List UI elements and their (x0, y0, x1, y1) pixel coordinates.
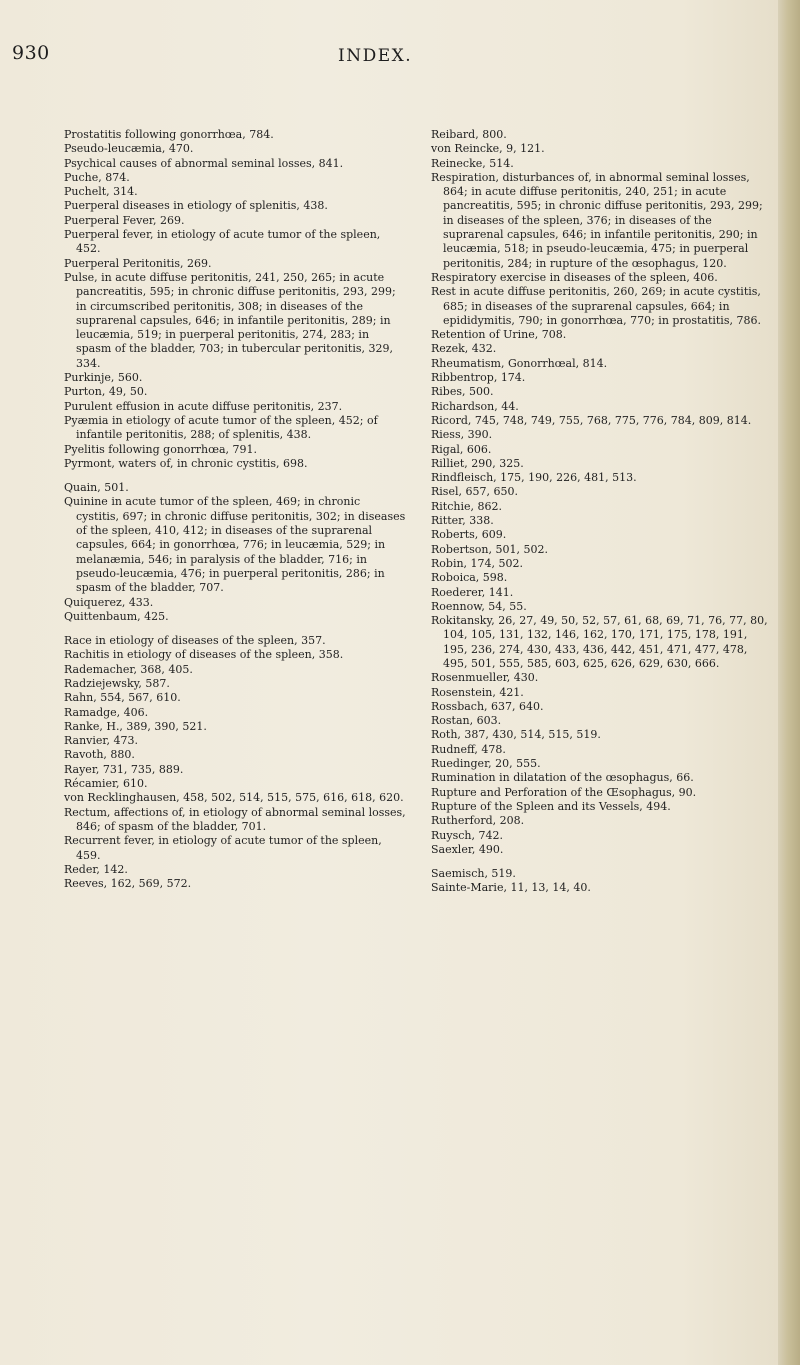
index-column-right (431, 128, 771, 896)
index-entry: Quain, 501. (64, 481, 129, 495)
index-entry: Puerperal Fever, 269. (64, 213, 185, 227)
index-entry: Rosenstein, 421. (431, 685, 524, 699)
index-entry: von Recklinghausen, 458, 502, 514, 515, 575, 616, 618, 620. (64, 791, 404, 805)
index-entry: Ritchie, 862. (431, 499, 502, 513)
index-entry: Purton, 49, 50. (64, 385, 148, 399)
index-entry: Retention of Urine, 708. (431, 328, 567, 342)
index-entry: Rumination in dilatation of the œsophagus, 66. (431, 771, 694, 785)
index-entry: Ranvier, 473. (64, 734, 138, 748)
index-entry: Rest in acute diffuse peritonitis, 260, 269; in acute cystitis, 685; in diseases of the suprarenal capsules, 664; in epididymitis, 790; in gonorrhœa, 770; in prostatitis, 786. (431, 285, 761, 327)
index-entry: Rudneff, 478. (431, 742, 506, 756)
index-entry: Ravoth, 880. (64, 748, 135, 762)
index-entry: Ribes, 500. (431, 385, 494, 399)
index-entry: Rokitansky, 26, 27, 49, 50, 52, 57, 61, 68, 69, 71, 76, 77, 80, 104, 105, 131, 132, 146, 162, 170, 171, 175, 178, 191, 195, 236, 274, 430, 433, 436, 442, 451, 471, 477, 478, 495, 501, 555, 585, 603, 625, 626, 629, 630, 666. (431, 614, 768, 670)
index-entry: Reeves, 162, 569, 572. (64, 877, 192, 891)
index-entry: Ruedinger, 20, 555. (431, 757, 541, 771)
index-entry: Richardson, 44. (431, 399, 519, 413)
index-column-left (64, 128, 406, 891)
index-entry: Quittenbaum, 425. (64, 609, 169, 623)
index-entry: Rezek, 432. (431, 342, 497, 356)
index-entry: Rutherford, 208. (431, 814, 525, 828)
index-entry: Reibard, 800. (431, 128, 507, 141)
index-entry: Quiquerez, 433. (64, 595, 154, 609)
index-entry: Puchelt, 314. (64, 185, 138, 199)
index-entry: Pyelitis following gonorrhœa, 791. (64, 442, 258, 456)
index-entry: Rindfleisch, 175, 190, 226, 481, 513. (431, 471, 637, 485)
index-entry: Rossbach, 637, 640. (431, 699, 544, 713)
index-entry: Puche, 874. (64, 170, 130, 184)
index-entry: Rheumatism, Gonorrhœal, 814. (431, 356, 608, 370)
index-entry: Puerperal diseases in etiology of splenitis, 438. (64, 199, 328, 213)
index-entry: Ranke, H., 389, 390, 521. (64, 719, 207, 733)
index-entry: Ritter, 338. (431, 514, 494, 528)
index-entry: Saemisch, 519. (431, 867, 516, 881)
index-entry: Rademacher, 368, 405. (64, 662, 193, 676)
page-edge (778, 0, 800, 1365)
index-entry: Quinine in acute tumor of the spleen, 469; in chronic cystitis, 697; in chronic diffuse peritonitis, 302; in diseases of the spleen, 410, 412; in diseases of the suprarenal capsules, 664; in gonorrhœa, 776; in leucæmia, 529; in melanæmia, 546; in paralysis of the bladder, 716; in pseudo-leucæmia, 476; in puerperal peritonitis, 286; in spasm of the bladder, 707. (64, 495, 406, 595)
index-entry: Reinecke, 514. (431, 156, 514, 170)
index-entry: Riess, 390. (431, 428, 493, 442)
index-entry: Puerperal Peritonitis, 269. (64, 256, 212, 270)
index-entry: Puerperal fever, in etiology of acute tumor of the spleen, 452. (64, 228, 381, 256)
index-entry: Ribbentrop, 174. (431, 371, 526, 385)
index-entry: Rayer, 731, 735, 889. (64, 762, 184, 776)
index-entry: Ruysch, 742. (431, 828, 503, 842)
index-entry: Rosenmueller, 430. (431, 671, 539, 685)
index-entry: Rupture of the Spleen and its Vessels, 494. (431, 799, 671, 813)
index-entry: Recurrent fever, in etiology of acute tumor of the spleen, 459. (64, 834, 382, 862)
index-entry: Rupture and Perforation of the Œsophagus, 90. (431, 785, 697, 799)
index-entry: Rectum, affections of, in etiology of abnormal seminal losses, 846; of spasm of the bladder, 701. (64, 805, 406, 833)
index-entry: Rahn, 554, 567, 610. (64, 691, 181, 705)
index-entry: Purulent effusion in acute diffuse peritonitis, 237. (64, 399, 343, 413)
index-entry: Psychical causes of abnormal seminal losses, 841. (64, 156, 344, 170)
index-entry: Ramadge, 406. (64, 705, 149, 719)
index-entry: Récamier, 610. (64, 777, 148, 791)
index-entry: Purkinje, 560. (64, 371, 143, 385)
index-entry: Roberts, 609. (431, 528, 507, 542)
index-entry: Rigal, 606. (431, 442, 492, 456)
index-entry: Pulse, in acute diffuse peritonitis, 241, 250, 265; in acute pancreatitis, 595; in chronic diffuse peritonitis, 293, 299; in circumscribed peritonitis, 308; in diseases of the suprarenal capsules, 646; in infantile peritonitis, 289; in leucæmia, 519; in puerperal peritonitis, 274, 283; in spasm of the bladder, 703; in tubercular peritonitis, 329, 334. (64, 270, 396, 370)
index-entry: Respiratory exercise in diseases of the spleen, 406. (431, 270, 718, 284)
index-entry: von Reincke, 9, 121. (431, 142, 545, 156)
index-entry: Pyæmia in etiology of acute tumor of the spleen, 452; of infantile peritonitis, 288; of splenitis, 438. (64, 413, 378, 442)
index-entry: Radziejewsky, 587. (64, 676, 170, 690)
index-entry: Saexler, 490. (431, 842, 504, 856)
index-entry: Rostan, 603. (431, 714, 502, 728)
index-entry: Risel, 657, 650. (431, 485, 518, 499)
index-entry: Roth, 387, 430, 514, 515, 519. (431, 728, 601, 742)
index-entry: Rilliet, 290, 325. (431, 456, 524, 470)
index-entry: Pseudo-leucæmia, 470. (64, 142, 194, 156)
index-entry: Pyrmont, waters of, in chronic cystitis, 698. (64, 456, 308, 470)
index-entry: Reder, 142. (64, 862, 128, 876)
index-entry: Robin, 174, 502. (431, 556, 524, 570)
index-entry: Race in etiology of diseases of the spleen, 357. (64, 634, 326, 648)
page-number: 930 (12, 42, 50, 64)
index-entry: Roederer, 141. (431, 585, 514, 599)
running-head: INDEX. (338, 46, 413, 66)
index-entry: Prostatitis following gonorrhœa, 784. (64, 128, 274, 141)
index-entry: Sainte-Marie, 11, 13, 14, 40. (431, 881, 591, 895)
index-entry: Ricord, 745, 748, 749, 755, 768, 775, 776, 784, 809, 814. (431, 413, 752, 427)
index-entry: Robertson, 501, 502. (431, 542, 548, 556)
index-entry: Respiration, disturbances of, in abnormal seminal losses, 864; in acute diffuse peritonitis, 240, 251; in acute pancreatitis, 595; in chronic diffuse peritonitis, 293, 299; in diseases of the spleen, 376; in diseases of the suprarenal capsules, 646; in infantile peritonitis, 290; in leucæmia, 518; in pseudo-leucæmia, 475; in puerperal peritonitis, 284; in rupture of the œsophagus, 120. (431, 170, 763, 270)
index-entry: Rachitis in etiology of diseases of the spleen, 358. (64, 648, 344, 662)
index-entry: Roboica, 598. (431, 571, 508, 585)
index-entry: Roennow, 54, 55. (431, 599, 527, 613)
